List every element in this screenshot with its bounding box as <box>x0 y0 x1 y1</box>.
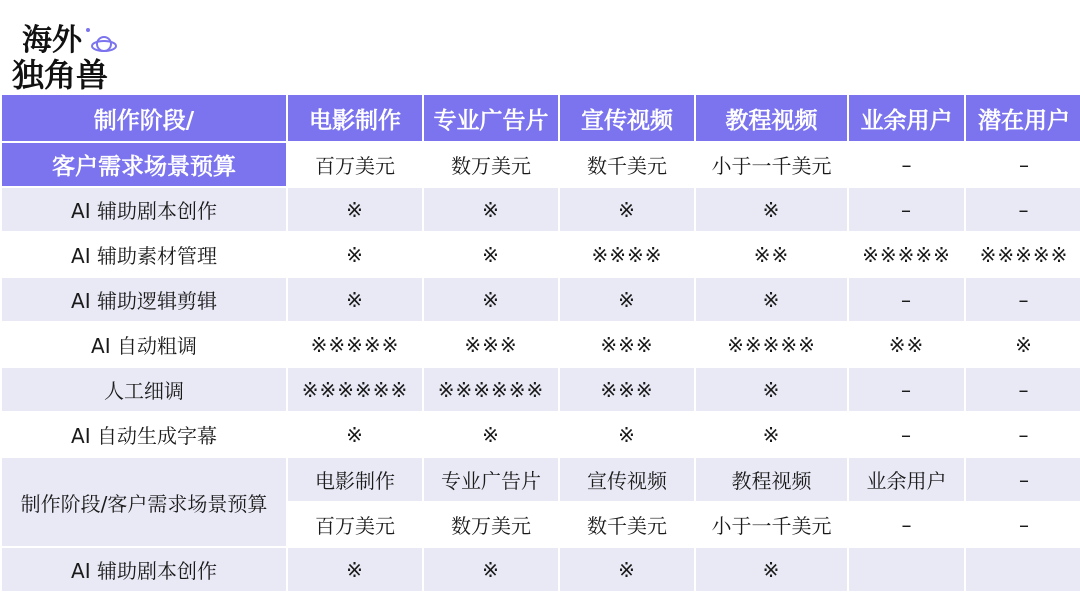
table-cell: ※ <box>288 548 422 593</box>
table-cell: ※ <box>696 188 847 233</box>
table-cell: ※ <box>288 278 422 323</box>
column-header: 潜在用户 <box>966 95 1080 143</box>
table-cell <box>966 548 1080 593</box>
budget-cell: 百万美元 <box>288 143 422 188</box>
table-cell: ※ <box>424 548 558 593</box>
table-cell: ※ <box>288 413 422 458</box>
table-row <box>2 233 1080 278</box>
corner-header-line1: 制作阶段/ <box>2 95 286 143</box>
table-cell: ※ <box>560 278 694 323</box>
budget-cell: 小于一千美元 <box>696 143 847 188</box>
table-cell: – <box>849 413 964 458</box>
column-header: 专业广告片 <box>424 95 558 143</box>
table-cell: ※※※※※ <box>849 233 964 278</box>
table-cell: – <box>849 368 964 413</box>
table-cell: – <box>966 188 1080 233</box>
budget-cell: 数千美元 <box>560 143 694 188</box>
table-cell: ※ <box>424 233 558 278</box>
ai-production-table <box>0 95 1080 593</box>
table-cell: ※ <box>966 323 1080 368</box>
table-cell: ※※※※ <box>560 233 694 278</box>
table-cell: ※ <box>424 188 558 233</box>
column-header: 电影制作 <box>288 95 422 143</box>
table-cell: ※ <box>288 233 422 278</box>
table-cell: ※※※※※※ <box>424 368 558 413</box>
budget-cell: – <box>966 143 1080 188</box>
repeat-budget-cell: – <box>966 503 1080 548</box>
table-cell: ※※※※※ <box>696 323 847 368</box>
table-cell: ※ <box>560 188 694 233</box>
table-cell: ※※※ <box>560 368 694 413</box>
row-label: AI 自动生成字幕 <box>2 413 286 458</box>
repeat-budget-cell: – <box>849 503 964 548</box>
table-cell: – <box>966 413 1080 458</box>
svg-text:独角兽: 独角兽 <box>12 56 109 94</box>
column-header: 宣传视频 <box>560 95 694 143</box>
repeat-column-header: 宣传视频 <box>560 458 694 503</box>
table-cell: – <box>849 188 964 233</box>
repeat-column-header: – <box>966 458 1080 503</box>
repeat-column-header: 专业广告片 <box>424 458 558 503</box>
table-cell: ※ <box>696 548 847 593</box>
table-cell: ※※ <box>849 323 964 368</box>
table-cell: ※※※※※ <box>288 323 422 368</box>
table-cell <box>849 548 964 593</box>
row-label: AI 辅助剧本创作 <box>2 548 286 593</box>
table-cell: ※ <box>288 188 422 233</box>
column-header: 业余用户 <box>849 95 964 143</box>
table-row <box>2 188 1080 233</box>
table-cell: ※※ <box>696 233 847 278</box>
repeat-budget-cell: 数万美元 <box>424 503 558 548</box>
table-cell: ※※※※※ <box>966 233 1080 278</box>
table-cell: ※ <box>424 278 558 323</box>
table-cell: ※ <box>696 278 847 323</box>
repeat-budget-cell: 小于一千美元 <box>696 503 847 548</box>
table-row <box>2 278 1080 323</box>
table-cell: ※ <box>696 368 847 413</box>
table-cell: ※※※ <box>560 323 694 368</box>
table-cell: – <box>849 278 964 323</box>
table-cell: – <box>966 278 1080 323</box>
table-cell: – <box>966 368 1080 413</box>
budget-cell: 数万美元 <box>424 143 558 188</box>
repeat-budget-cell: 数千美元 <box>560 503 694 548</box>
row-label: AI 辅助逻辑剪辑 <box>2 278 286 323</box>
repeat-header-row <box>2 458 1080 503</box>
table-row <box>2 323 1080 368</box>
column-header-row <box>2 95 1080 143</box>
repeat-column-header: 电影制作 <box>288 458 422 503</box>
row-label: AI 自动粗调 <box>2 323 286 368</box>
table-row <box>2 548 1080 593</box>
row-label: 人工细调 <box>2 368 286 413</box>
table-cell: ※ <box>560 548 694 593</box>
table-row <box>2 413 1080 458</box>
repeat-budget-cell: 百万美元 <box>288 503 422 548</box>
column-header: 教程视频 <box>696 95 847 143</box>
repeat-column-header: 教程视频 <box>696 458 847 503</box>
corner-header-line2: 客户需求场景预算 <box>2 143 286 188</box>
budget-row <box>2 143 1080 188</box>
repeat-header-label: 制作阶段/客户需求场景预算 <box>2 458 286 548</box>
repeat-column-header: 业余用户 <box>849 458 964 503</box>
budget-cell: – <box>849 143 964 188</box>
table-cell: ※※※※※※ <box>288 368 422 413</box>
table-row <box>2 368 1080 413</box>
row-label: AI 辅助素材管理 <box>2 233 286 278</box>
table-cell: ※※※ <box>424 323 558 368</box>
table-cell: ※ <box>696 413 847 458</box>
table-cell: ※ <box>424 413 558 458</box>
svg-text:海外: 海外 <box>22 23 82 58</box>
row-label: AI 辅助剧本创作 <box>2 188 286 233</box>
table-cell: ※ <box>560 413 694 458</box>
